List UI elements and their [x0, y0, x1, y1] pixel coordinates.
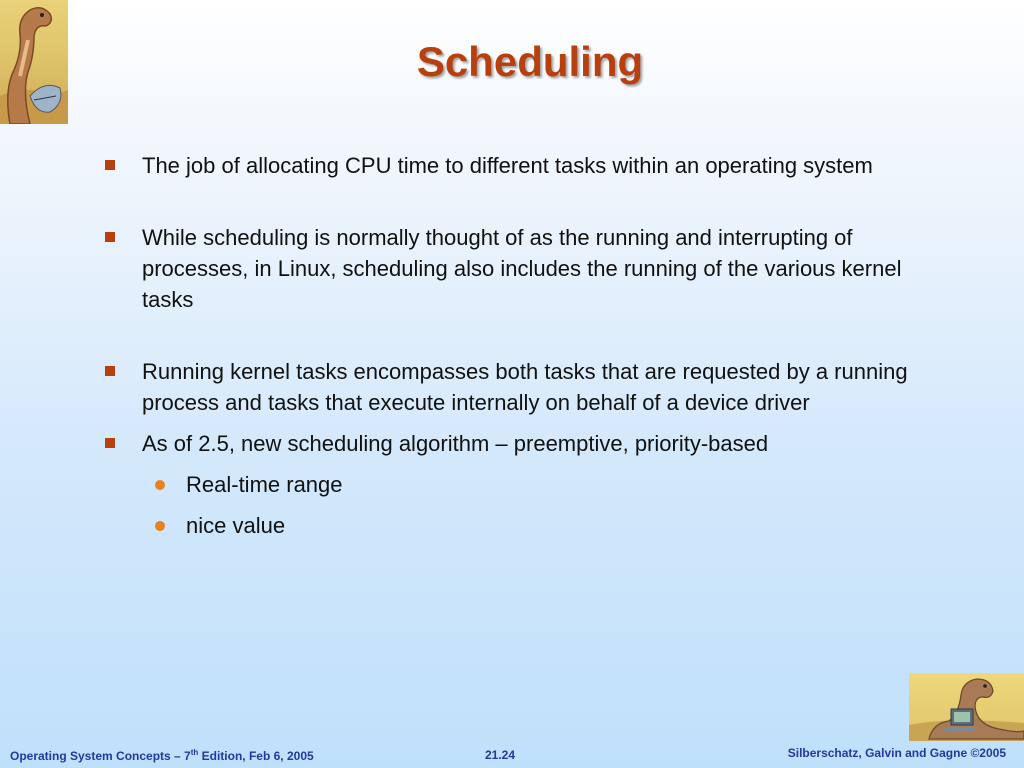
- sub-bullet-item: [155, 469, 915, 500]
- footer-course: [10, 748, 314, 763]
- bullet-item: [105, 222, 915, 315]
- bullet-text: As of 2.5, new scheduling algorithm – preemptive, priority-based: [142, 431, 769, 456]
- sub-bullet-text: nice value: [186, 513, 286, 538]
- footer-course-prefix: Operating System Concepts – 7: [10, 749, 191, 763]
- slide-footer: [0, 746, 1024, 768]
- bullet-text: Running kernel tasks encompasses both tasks that are requested by a running process and tasks that execute internally on behalf of a device driver: [142, 359, 908, 415]
- bullet-text: The job of allocating CPU time to different tasks within an operating system: [142, 153, 873, 178]
- footer-course-suffix: Edition, Feb 6, 2005: [198, 749, 314, 763]
- square-bullet-icon: [105, 366, 115, 376]
- bullet-text: While scheduling is normally thought of as the running and interrupting of processes, in Linux, scheduling also includes the running of the various kernel tasks: [142, 225, 902, 312]
- square-bullet-icon: [105, 160, 115, 170]
- bullet-item: [105, 356, 915, 418]
- sub-bullet-text: Real-time range: [186, 472, 343, 497]
- bullet-item: [105, 428, 915, 459]
- sub-bullet-item: [155, 510, 915, 541]
- bullet-item: [105, 150, 915, 181]
- dinosaur-laptop-icon: [909, 673, 1024, 741]
- square-bullet-icon: [105, 232, 115, 242]
- footer-page-number: 21.24: [485, 748, 516, 762]
- footer-course-sup: th: [190, 748, 199, 757]
- square-bullet-icon: [105, 438, 115, 448]
- footer-authors: Silberschatz, Galvin and Gagne ©2005: [787, 746, 1006, 760]
- slide-content: [105, 150, 915, 541]
- round-bullet-icon: [155, 521, 165, 531]
- slide-title: Scheduling: [416, 38, 644, 85]
- round-bullet-icon: [155, 480, 165, 490]
